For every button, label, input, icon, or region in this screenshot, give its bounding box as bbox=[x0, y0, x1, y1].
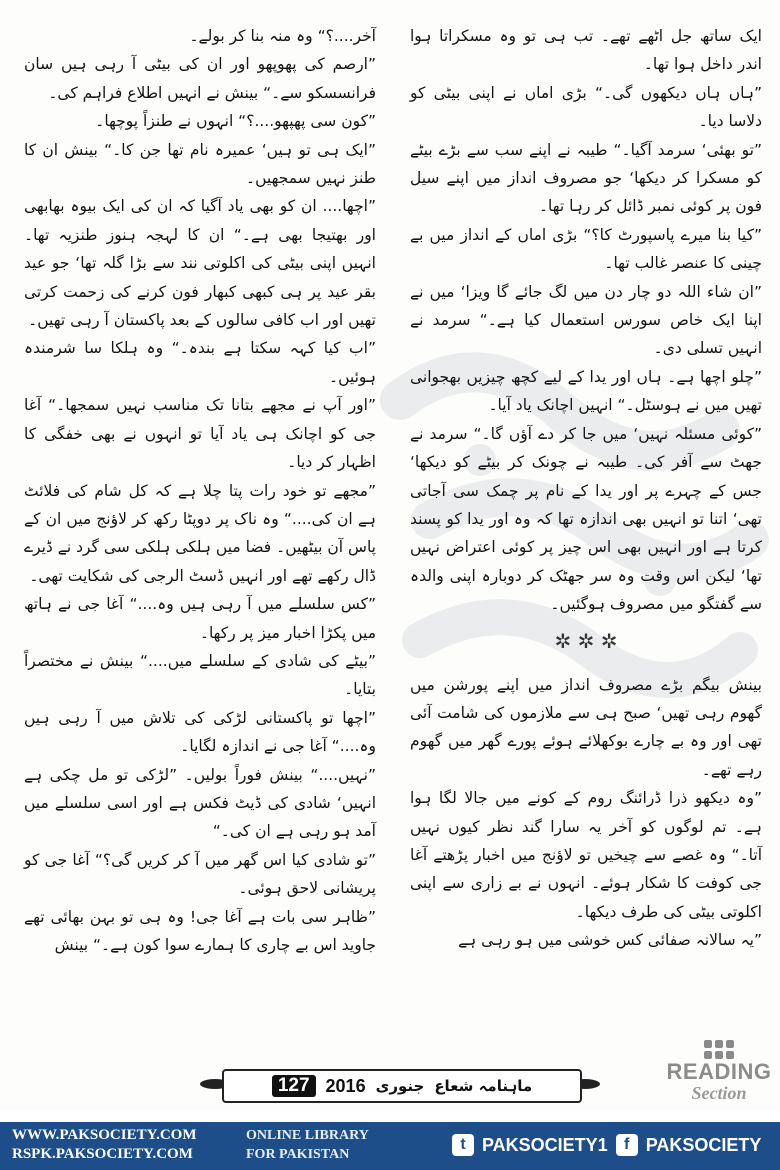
paragraph: ”یہ سالانہ صفائی کس خوشی میں ہو رہی ہے bbox=[458, 931, 762, 950]
site-links bbox=[12, 1126, 196, 1164]
paragraph: ”تو شادی کیا اس گھر میں آ کر کریں گی؟“ آغا جی کو پریشانی لاحق ہوئی۔ bbox=[24, 850, 376, 898]
magazine-name: ماہنامہ شعاع bbox=[434, 1077, 533, 1095]
paragraph: ”چلو اچھا ہے۔ ہاں اور یدا کے لیے کچھ چیزیں بھجوانی تھیں میں نے ہوسٹل۔“ انہیں اچانک یاد آیا۔ bbox=[410, 367, 762, 415]
paragraph: ”ہاں ہاں دیکھوں گی۔“ بڑی اماں نے اپنی بیٹی کو دلاسا دیا۔ bbox=[410, 83, 762, 131]
library-line-2: FOR PAKISTAN bbox=[246, 1147, 350, 1162]
right-text-column bbox=[410, 22, 762, 955]
library-tagline bbox=[246, 1126, 369, 1164]
facebook-icon: f bbox=[616, 1134, 638, 1156]
twitter-icon: t bbox=[452, 1134, 474, 1156]
paragraph: بینش بیگم بڑے مصروف انداز میں اپنے پورشن میں گھوم رہی تھیں‘ صبح ہی سے ملازموں کی شامت آئی تھی اور وہ بے چارے بوکھلائے ہوئے پورے گھر میں گھوم رہے تھے۔ bbox=[410, 675, 762, 779]
paragraph: ”کس سلسلے میں آ رہی ہیں وہ....“ آغا جی نے ہاتھ میں پکڑا اخبار میز پر رکھا۔ bbox=[24, 595, 376, 642]
page-footer bbox=[200, 1065, 600, 1103]
social-links bbox=[452, 1134, 761, 1156]
paragraph: ”ظاہر سی بات ہے آغا جی! وہ ہی تو بہن بھائی تھے جاوید اس بے چاری کا ہمارے سوا کون ہے۔“ بینش bbox=[24, 907, 376, 954]
paragraph: ”ان شاء اللہ دو چار دن میں لگ جائے گا ویزا‘ میں نے اپنا ایک خاص سورس استعمال کیا ہے۔“ سرمد نے انہیں تسلی دی۔ bbox=[410, 282, 762, 358]
paragraph: ”ایک ہی تو ہیں‘ عمیرہ نام تھا جن کا۔“ بینش ان کا طنز نہیں سمجھیں۔ bbox=[24, 140, 376, 188]
left-text-column bbox=[24, 22, 376, 959]
library-line-1: ONLINE LIBRARY bbox=[246, 1128, 369, 1143]
paragraph: ”مجھے تو خود رات پتا چلا ہے کہ کل شام کی فلائٹ ہے ان کی....“ وہ ناک پر دوپٹا رکھ کر لاؤنج میں ان کے پاس آن بیٹھیں۔ فضا میں ہلکی ہلکی سی گرد نے ڈیرے ڈال رکھے تھے اور انہیں ڈسٹ الرجی کی شکایت تھی۔ bbox=[23, 481, 376, 585]
site-link-secondary[interactable]: RSPK.PAKSOCIETY.COM bbox=[12, 1146, 193, 1162]
reading-subtitle: Section bbox=[691, 1083, 747, 1103]
site-footer-bar bbox=[0, 1122, 780, 1170]
paragraph: ”اب کیا کہہ سکتا ہے بندہ۔“ وہ ہلکا سا شرمندہ ہوئیں۔ bbox=[24, 339, 376, 386]
paragraph: ”نہیں....“ بینش فوراً بولیں۔ ”لڑکی تو مل چکی ہے انہیں‘ شادی کی ڈیٹ فکس ہے اور اسی سلسلے میں آمد ہو رہی ہے ان کی۔“ bbox=[24, 765, 376, 841]
paragraph: ”اچھا تو پاکستانی لڑکی کی تلاش میں آ رہی ہیں وہ....“ آغا جی نے اندازہ لگایا۔ bbox=[24, 708, 376, 756]
paragraph: ”اور آپ نے مجھے بتانا تک مناسب نہیں سمجھا۔“ آغا جی کو اچانک ہی یاد آیا تو انہوں نے بھی خفگی کا اظہار کر دیا۔ bbox=[24, 396, 376, 472]
issue-year: 2016 bbox=[325, 1075, 366, 1096]
reading-section-badge bbox=[660, 1040, 778, 1112]
paragraph: ”کون سی پھپھو....؟“ انہوں نے طنزاً پوچھا۔ bbox=[95, 112, 376, 131]
facebook-handle[interactable]: PAKSOCIETY bbox=[645, 1134, 762, 1155]
section-break: ✲ ✲ ✲ bbox=[554, 628, 618, 653]
paragraph: ”اچھا.... ان کو بھی یاد آگیا کہ ان کی ایک بیوہ بھابھی اور بھتیجا بھی ہے۔“ ان کا لہجہ ہنوز طنزیہ تھا۔ انہیں اپنی بیٹی کی اکلوتی نند سے بڑا گلہ تھا‘ جو عید بقر عید پر ہی کبھی کبھار فون کرنے کی زحمت کرتی تھیں اور اب کافی سالوں کے بعد پاکستان آ رہی تھیں۔ bbox=[24, 197, 376, 330]
reading-title: READING bbox=[666, 1059, 772, 1084]
paragraph: ”وہ دیکھو ذرا ڈرائنگ روم کے کونے میں جالا لگا ہوا ہے۔ تم لوگوں کو آخر یہ سارا گند نظر کیوں نہیں آتا۔“ وہ غصے سے چیخیں تو لاؤنج میں اخبار پڑھتے آغا جی کوفت کا شکار ہوئے۔ انہوں نے بے زاری سے اپنی اکلوتی بیٹی کی طرف دیکھا۔ bbox=[410, 789, 762, 921]
site-link-primary[interactable]: WWW.PAKSOCIETY.COM bbox=[12, 1127, 197, 1143]
footer-label bbox=[222, 1069, 582, 1103]
page-number: 127 bbox=[272, 1075, 316, 1097]
grid-icon bbox=[660, 1040, 778, 1059]
paragraph: ”کوئی مسئلہ نہیں‘ میں جا کر دے آؤں گا۔“ سرمد نے جھٹ سے آفر کی۔ طیبہ نے چونک کر بیٹے کو دیکھا‘ جس کے چہرے پر اور یدا کے نام پر چمک سی آجاتی تھی‘ اتنا تو انہیں بھی اندازہ تھا کہ وہ اور یدا کو پسند کرتا ہے اور انہیں بھی اس چیز پر کوئی اعتراض نہیں تھا‘ لیکن اس وقت وہ سر جھٹک کر دوبارہ اپنی والدہ سے گفتگو میں مصروف ہوگئیں۔ bbox=[410, 424, 762, 614]
paragraph: ”تو بھئی‘ سرمد آگیا۔“ طیبہ نے اپنے سب سے بڑے بیٹے کو مسکرا کر دیکھا‘ جو مصروف انداز میں اپنے سیل فون پر کوئی نمبر ڈائل کر رہا تھا۔ bbox=[410, 140, 762, 216]
paragraph: آخر....؟“ وہ منہ بنا کر بولے۔ bbox=[189, 27, 376, 45]
issue-month: جنوری bbox=[375, 1077, 425, 1095]
paragraph: ”بیٹے کی شادی کے سلسلے میں....“ بینش نے مختصراً بتایا۔ bbox=[24, 651, 376, 699]
twitter-handle[interactable]: PAKSOCIETY1 bbox=[482, 1134, 608, 1155]
paragraph: ایک ساتھ جل اٹھے تھے۔ تب ہی تو وہ مسکراتا ہوا اندر داخل ہوا تھا۔ bbox=[410, 27, 762, 74]
paragraph: ”ارصم کی پھوپھو اور ان کی بیٹی آ رہی ہیں سان فرانسسکو سے۔“ بینش نے انہیں اطلاع فراہم کی۔ bbox=[24, 55, 376, 102]
paragraph: ”کیا بنا میرے پاسپورٹ کا؟“ بڑی اماں کے انداز میں بے چینی کا عنصر غالب تھا۔ bbox=[410, 225, 762, 273]
